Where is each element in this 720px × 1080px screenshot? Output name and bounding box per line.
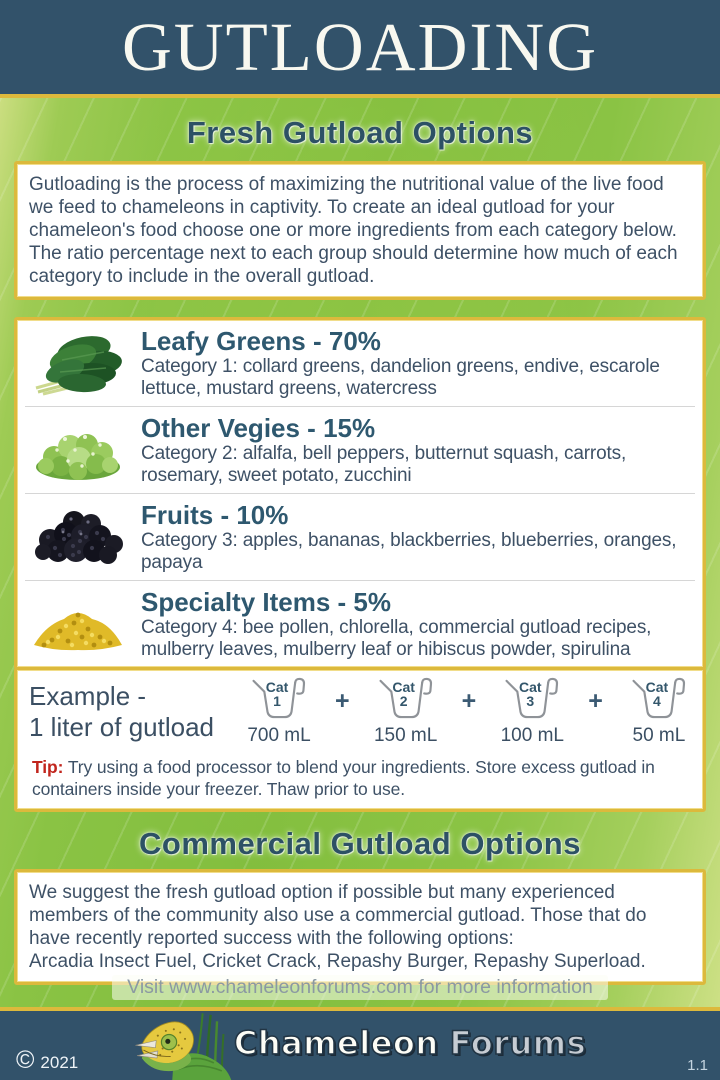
logo-word-chameleon: Chameleon xyxy=(233,1023,439,1062)
commercial-box xyxy=(14,869,706,985)
category-row-specialty-items xyxy=(25,580,695,667)
cup-amount: 100 mL xyxy=(500,725,564,746)
example-label xyxy=(29,677,247,743)
category-title: Specialty Items - 5% xyxy=(141,587,391,617)
cup-cat-label: Cat xyxy=(265,679,289,695)
cup-cat-label: Cat xyxy=(392,679,415,695)
leafy-greens-image xyxy=(27,330,129,396)
cup-amount: 50 mL xyxy=(632,725,686,746)
category-row-fruits xyxy=(25,493,695,580)
bee-pollen-image xyxy=(27,595,129,653)
cup-block-cat3 xyxy=(500,677,564,747)
version-number: 1.1 xyxy=(687,1057,708,1074)
plus-sign: + xyxy=(461,687,477,715)
chameleon-forums-logo xyxy=(134,1003,586,1080)
cup-amount: 150 mL xyxy=(373,725,438,746)
poster-title: GUTLOADING xyxy=(121,8,599,85)
category-desc: Category 1: collard greens, dandelion greens, endive, escarole lettuce, mustard greens, watercress xyxy=(141,356,660,399)
blackberries-image xyxy=(27,506,129,568)
fresh-section-heading: Fresh Gutload Options xyxy=(186,115,534,150)
categories-box xyxy=(14,317,706,670)
cup-cat-number: 4 xyxy=(653,693,661,709)
cup-block-cat1 xyxy=(247,677,311,747)
cup-block-cat4 xyxy=(627,677,691,747)
intro-box xyxy=(14,161,706,300)
plus-sign: + xyxy=(335,687,350,715)
visit-url-text: Visit www.chameleonforums.com for more information xyxy=(112,975,608,1000)
category-desc: Category 3: apples, bananas, blackberries, blueberries, oranges, papaya xyxy=(141,530,677,573)
measuring-cup-icon xyxy=(250,677,308,722)
logo-text xyxy=(233,1023,587,1062)
commercial-brands-line: Arcadia Insect Fuel, Cricket Crack, Repashy Burger, Repashy Superload. xyxy=(29,951,646,972)
copyright-year: 2021 xyxy=(40,1053,79,1072)
intro-paragraph: Gutloading is the process of maximizing the nutritional value of the live food we feed to chameleons in captivity. To create an ideal gutload for your chameleon's food choose one or more ingredients from each category below. The ratio percentage next to each group should determine how much of each category to include in the overall gutload. xyxy=(29,174,678,287)
example-box xyxy=(14,667,706,812)
cup-cat-label: Cat xyxy=(519,679,542,695)
category-text xyxy=(141,500,693,574)
example-label-line2: 1 liter of gutload xyxy=(29,712,215,742)
category-desc: Category 2: alfalfa, bell peppers, butternut squash, carrots, rosemary, sweet potato, zucchini xyxy=(141,443,627,486)
cup-cat-number: 3 xyxy=(526,693,535,709)
leaf-background xyxy=(0,98,720,1007)
header-bar xyxy=(0,0,720,94)
footer-bar xyxy=(0,1011,720,1080)
logo-word-forums: Forums xyxy=(449,1023,587,1062)
tip-paragraph xyxy=(32,756,690,800)
example-row xyxy=(29,677,693,747)
tip-label: Tip: xyxy=(32,757,64,777)
category-title: Fruits - 10% xyxy=(141,500,289,530)
example-label-line1: Example - xyxy=(29,681,147,711)
commercial-paragraph: We suggest the fresh gutload option if possible but many experienced members of the community also use a commercial gutload. Those that do have recently reported success with the following options: xyxy=(29,882,647,949)
category-row-leafy-greens xyxy=(25,320,695,406)
measuring-cup-icon xyxy=(377,677,435,722)
cup-cat-number: 1 xyxy=(273,693,281,709)
category-title: Other Vegies - 15% xyxy=(141,413,376,443)
category-text xyxy=(141,587,693,661)
cup-block-cat2 xyxy=(374,677,438,747)
plus-sign: + xyxy=(588,687,603,715)
category-row-other-vegies xyxy=(25,406,695,493)
copyright xyxy=(16,1048,78,1073)
visit-banner xyxy=(0,975,720,1000)
category-title: Leafy Greens - 70% xyxy=(141,326,381,356)
cup-cat-label: Cat xyxy=(645,679,669,695)
sprouts-image xyxy=(27,419,129,481)
cup-amount: 700 mL xyxy=(247,725,311,746)
measuring-cup-icon xyxy=(503,677,561,722)
copyright-symbol: © xyxy=(16,1046,35,1074)
category-text xyxy=(141,413,693,487)
measuring-cups-row xyxy=(247,677,693,747)
category-desc: Category 4: bee pollen, chlorella, commercial gutload recipes, mulberry leaves, mulberry leaf or hibiscus powder, spirulina xyxy=(141,617,652,660)
cup-cat-number: 2 xyxy=(399,693,408,709)
commercial-section-heading: Commercial Gutload Options xyxy=(139,826,581,861)
measuring-cup-icon xyxy=(630,677,688,722)
category-text xyxy=(141,326,693,400)
chameleon-icon xyxy=(134,1011,238,1080)
tip-text: Try using a food processor to blend your ingredients. Store excess gutload in containers inside your freezer. Thaw prior to use. xyxy=(32,757,655,799)
